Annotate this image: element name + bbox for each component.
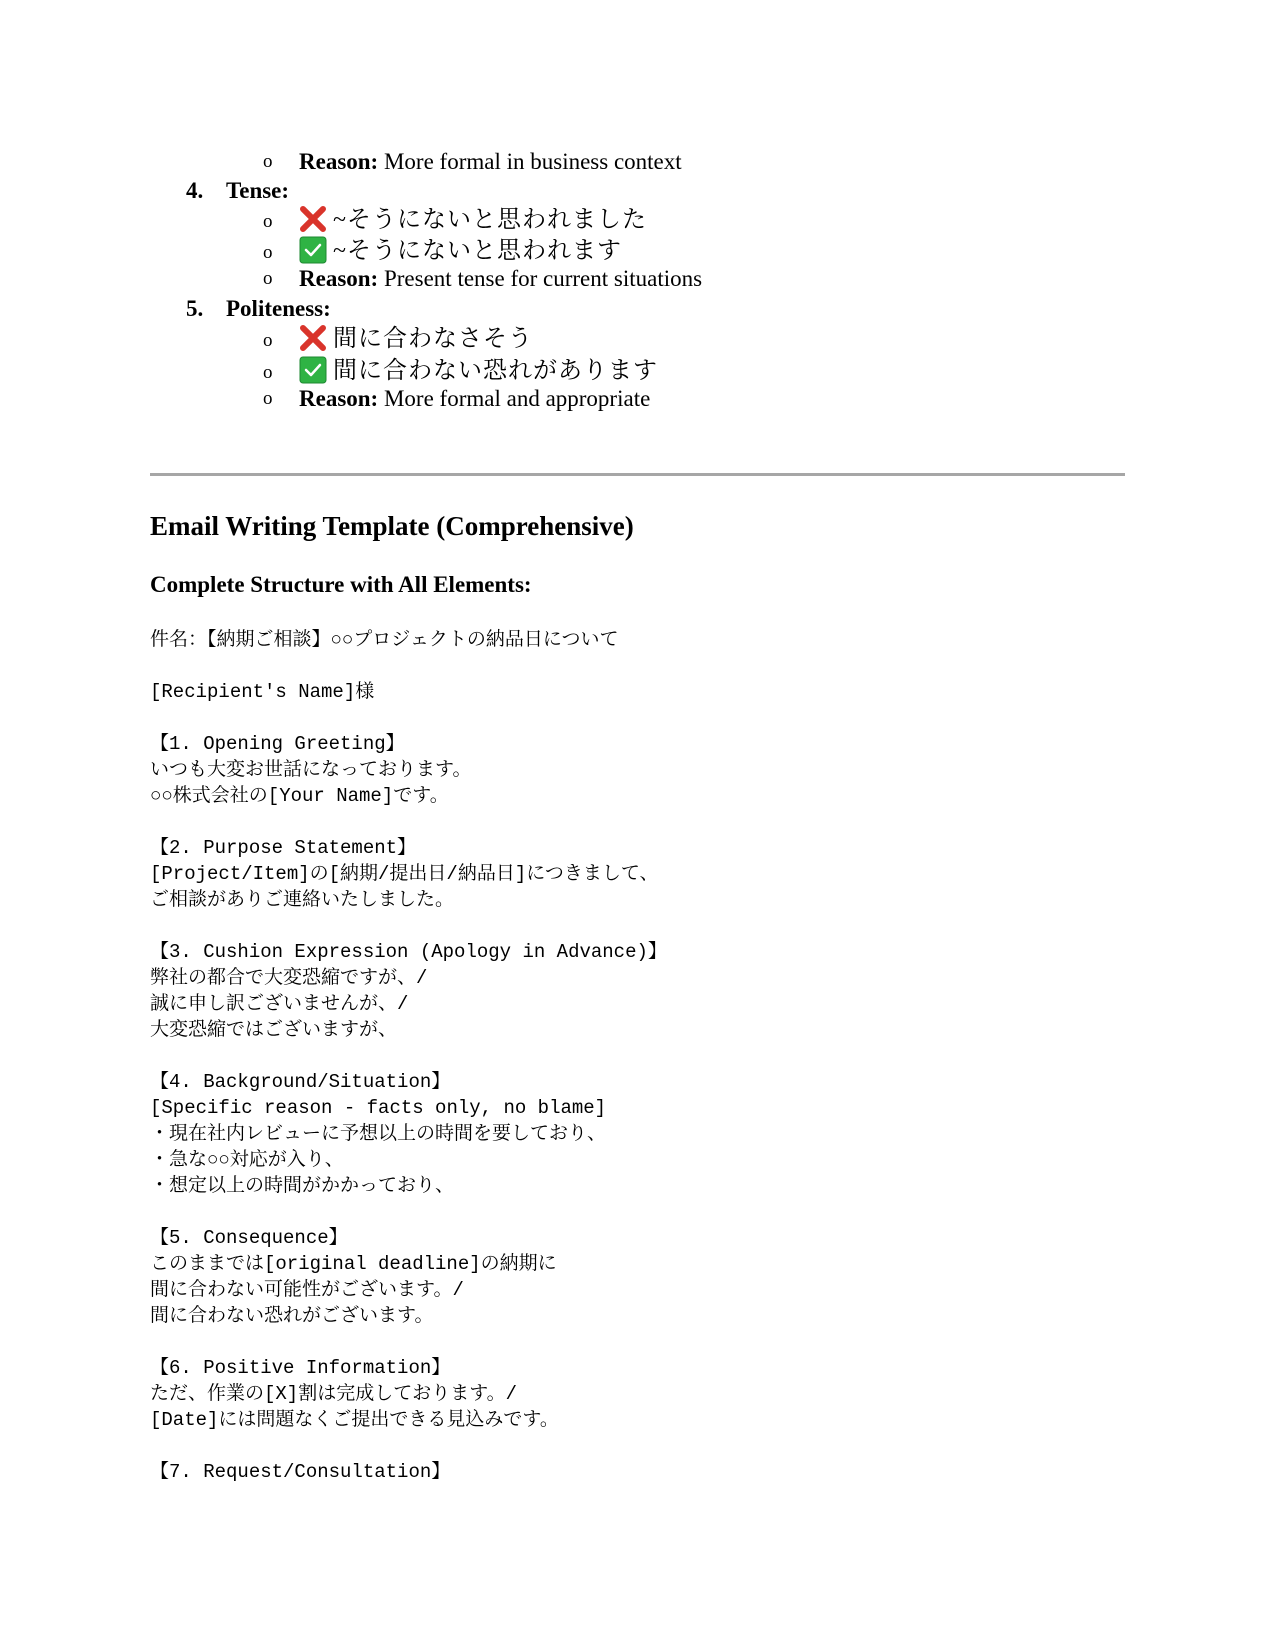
bullet: o (263, 268, 273, 289)
cross-mark-icon (299, 205, 327, 233)
horizontal-divider (150, 473, 1125, 476)
code-line (150, 1199, 667, 1225)
reason-text: Present tense for current situations (378, 266, 703, 291)
list-title: Politeness: (226, 296, 331, 321)
section-title: Email Writing Template (Comprehensive) (150, 511, 634, 541)
code-line: 【3. Cushion Expression (Apology in Advance)】 (150, 941, 667, 963)
code-line (150, 1329, 667, 1355)
code-line: [Recipient's Name]様 (150, 681, 375, 703)
code-line: ・想定以上の時間がかかっており、 (150, 1175, 455, 1197)
code-line: 間に合わない恐れがございます。 (150, 1305, 434, 1327)
code-line: ご相談がありご連絡いたしました。 (150, 889, 455, 911)
list-item-tense (186, 177, 289, 205)
list-number: 4. (186, 178, 204, 203)
reason-label: Reason: (299, 149, 379, 174)
bullet: o (263, 151, 273, 172)
code-line: 大変恐縮ではございますが、 (150, 1019, 398, 1041)
code-line (150, 705, 667, 731)
wrong-example: 間に合わなさそう (333, 326, 533, 352)
code-line: [Date]には問題なくご提出できる見込みです。 (150, 1409, 559, 1431)
code-line: いつも大変お世話になっております。 (150, 759, 472, 781)
right-example: ~そうにないと思われます (333, 238, 622, 264)
code-line (150, 1043, 667, 1069)
code-line: 【7. Request/Consultation】 (150, 1461, 451, 1483)
code-line: 【5. Consequence】 (150, 1227, 348, 1249)
section-subtitle: Complete Structure with All Elements: (150, 572, 532, 597)
bullet: o (263, 242, 273, 263)
code-line: 誠に申し訳ございませんが、/ (150, 993, 409, 1015)
bullet: o (263, 362, 273, 383)
code-line (150, 1433, 667, 1459)
code-line: 件名：【納期ご相談】○○プロジェクトの納品日について (150, 629, 619, 651)
code-line: 【1. Opening Greeting】 (150, 733, 405, 755)
code-line: 弊社の都合で大変恐縮ですが、/ (150, 967, 428, 989)
bullet: o (263, 211, 273, 232)
code-line: ただ、作業の[X]割は完成しております。/ (150, 1383, 518, 1405)
wrong-example: ~そうにないと思われました (333, 207, 647, 233)
code-line: このままでは[original deadline]の納期に (150, 1253, 557, 1275)
check-mark-icon (299, 356, 327, 384)
code-line: ○○株式会社の[Your Name]です。 (150, 785, 449, 807)
code-line: 【2. Purpose Statement】 (150, 837, 417, 859)
reason-text: More formal and appropriate (378, 386, 651, 411)
bullet: o (263, 330, 273, 351)
check-mark-icon (299, 236, 327, 264)
code-line (150, 653, 667, 679)
code-line: [Specific reason - facts only, no blame] (150, 1097, 607, 1119)
list-number: 5. (186, 296, 204, 321)
bullet: o (263, 388, 273, 409)
reason-text: More formal in business context (378, 149, 682, 174)
code-line: [Project/Item]の[納期/提出日/納品日]につきまして、 (150, 863, 659, 885)
list-title: Tense: (226, 178, 290, 203)
code-line: 間に合わない可能性がございます。/ (150, 1279, 464, 1301)
code-line: 【6. Positive Information】 (150, 1357, 451, 1379)
code-line (150, 913, 667, 939)
right-example: 間に合わない恐れがあります (333, 358, 658, 384)
reason-label: Reason: (299, 266, 379, 291)
reason-label: Reason: (299, 386, 379, 411)
email-template-code-block (150, 627, 667, 1485)
code-line: 【4. Background/Situation】 (150, 1071, 451, 1093)
code-line (150, 809, 667, 835)
cross-mark-icon (299, 324, 327, 352)
code-line: ・現在社内レビューに予想以上の時間を要しており、 (150, 1123, 607, 1145)
code-line: ・急な○○対応が入り、 (150, 1149, 344, 1171)
list-item-politeness (186, 295, 331, 323)
